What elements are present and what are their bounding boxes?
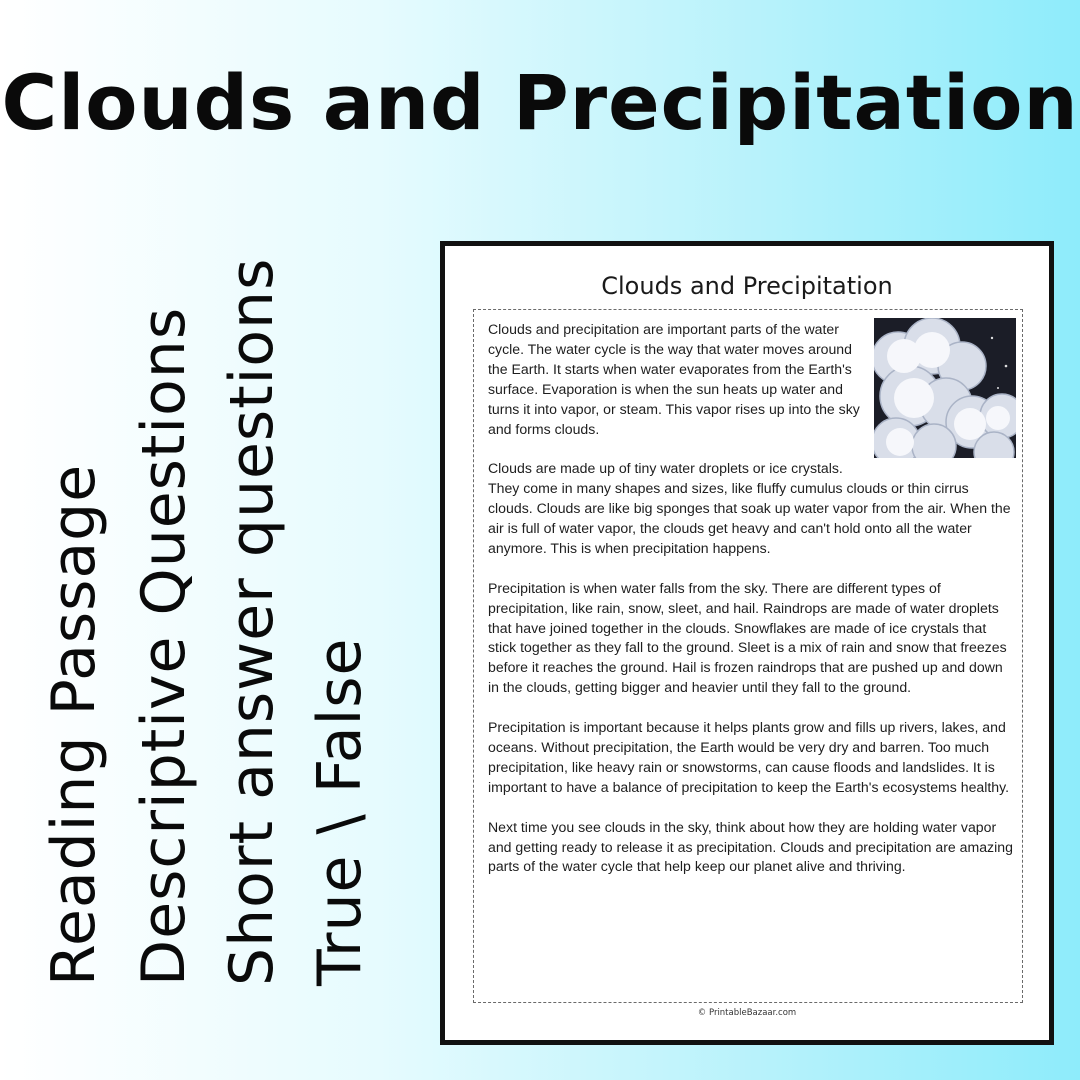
side-label-reading-passage: Reading Passage [39,463,109,986]
paragraph-4: Precipitation is important because it helps plants grow and fills up rivers, lakes, and oceans. Without precipitation, the Earth would be very dry and barren. Too much precipitation, like heavy rain or snowstorms, can cause floods and landslides. It is important to have a balance of precipitation to keep the Earth's ecosystems healthy. [488,719,1010,795]
side-label-short-answer-questions: Short answer questions [217,257,287,986]
paragraph-1: Clouds and precipitation are important parts of the water cycle. The water cycle is the way that water moves around the Earth. It starts when water evaporates from the Earth's surface. Evaporation is when the sun heats up water and turns it into vapor, or steam. This vapor rises up into the sky and forms clouds. [488,321,860,437]
paragraph-3: Precipitation is when water falls from the sky. There are different types of precipitation, like rain, snow, sleet, and hail. Raindrops are made of water droplets that have joined together in the clouds. Snowflakes are made of ice crystals that stick together as they fall to the ground. Sleet is a mix of rain and snow that freezes before it reaches the ground. Hail is frozen raindrops that are pushed up and down in the clouds, getting bigger and heavier until they fall to the ground. [488,579,1007,696]
side-label-descriptive-questions: Descriptive Questions [129,306,199,986]
worksheet-title: Clouds and Precipitation [601,272,893,300]
page-title: Clouds and Precipitation [1,58,1079,147]
paragraph-5: Next time you see clouds in the sky, think about how they are holding water vapor and getting ready to release it as precipitation. Clouds and precipitation are amazing parts of the water cycle that help keep our planet alive and thriving. [488,818,1013,875]
passage-text [488,320,1014,897]
paragraph-2: Clouds are made up of tiny water droplets or ice crystals. They come in many shapes and sizes, like fluffy cumulus clouds or thin cirrus clouds. Clouds are like big sponges that soak up water vapor from the air. When the air is full of water vapor, the clouds get heavy and can't hold onto all the water anymore. This is when precipitation happens. [488,460,1011,556]
clouds-illustration [874,318,1016,458]
worksheet-preview [440,241,1054,1045]
side-label-true-false: True \ False [305,637,375,986]
copyright-footer: © PrintableBazaar.com [697,1008,797,1018]
passage-box [473,309,1023,1003]
